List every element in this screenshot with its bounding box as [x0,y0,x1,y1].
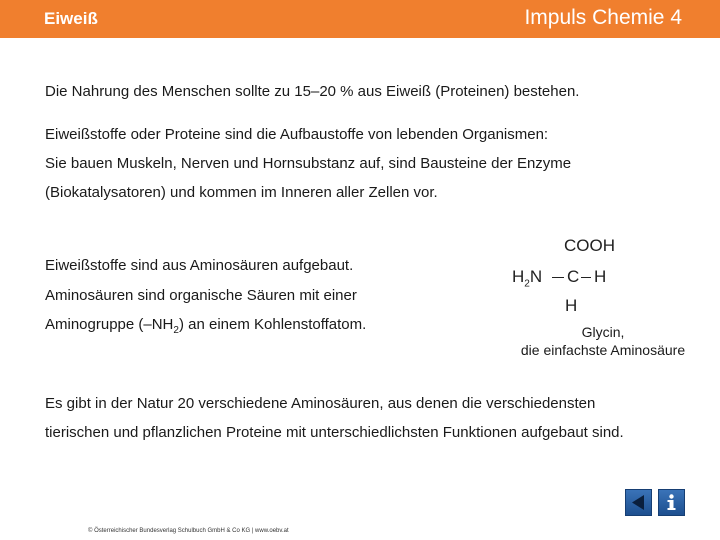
paragraph-aminoacids-line3 [45,316,366,336]
amino-suffix: ) an einem Kohlenstoffatom. [178,316,367,333]
paragraph-twenty-line2: tierischen und pflanzlichen Proteine mit unterschiedlichsten Funktionen aufgebaut sind. [45,424,624,441]
formula-right-h: H [594,267,607,286]
formula-bottom-h: H [565,296,578,315]
copyright-footer: © Österreichischer Bundesverlag Schulbuch GmbH & Co KG | www.oebv.at [88,528,289,534]
back-button[interactable] [625,489,652,516]
formula-carbon: C [567,267,580,286]
info-button[interactable] [658,489,685,516]
book-title: Impuls Chemie 4 [524,6,682,29]
amino-subscript: 2 [173,325,179,336]
amino-prefix: Aminogruppe (–NH [45,316,174,333]
triangle-left-icon [626,490,651,515]
glycine-structure [510,232,650,316]
info-icon [659,490,684,515]
paragraph-proteins-line3: (Biokatalysatoren) und kommen im Inneren aller Zellen vor. [45,184,438,201]
formula-cooh: COOH [564,236,615,255]
header-bar [0,0,720,38]
paragraph-twenty-line1: Es gibt in der Natur 20 verschiedene Aminosäuren, aus denen die verschiedensten [45,395,596,412]
paragraph-aminoacids-line1: Eiweißstoffe sind aus Aminosäuren aufgebaut. [45,257,354,274]
figure-caption [498,323,708,359]
bond-n-c [552,277,564,278]
paragraph-nutrition: Die Nahrung des Menschen sollte zu 15–20 % aus Eiweiß (Proteinen) bestehen. [45,83,580,100]
paragraph-proteins-line1: Eiweißstoffe oder Proteine sind die Aufbaustoffe von lebenden Organismen: [45,126,549,143]
topic-title: Eiweiß [44,9,98,28]
paragraph-proteins-line2: Sie bauen Muskeln, Nerven und Hornsubstanz auf, sind Bausteine der Enzyme [45,155,572,172]
paragraph-aminoacids-line2: Aminosäuren sind organische Säuren mit einer [45,287,357,304]
bond-c-h [581,277,591,278]
caption-line2: die einfachste Aminosäure [520,342,686,358]
formula-amine: $H_2N$ [512,267,543,290]
caption-line1: Glycin, [581,324,625,340]
